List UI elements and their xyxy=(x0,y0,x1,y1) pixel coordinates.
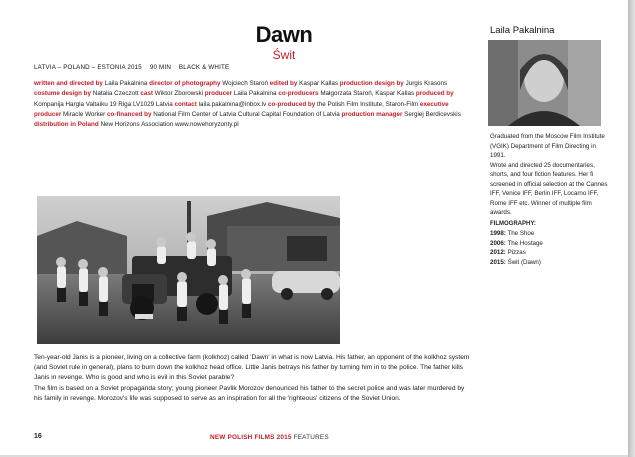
credit-value: Miracle Worker xyxy=(63,110,106,118)
film-original-title: Świt xyxy=(272,48,296,62)
director-portrait-photo xyxy=(488,40,601,126)
credit-value: National Film Center of Latvia Cultural Capital Foundation of Latvia xyxy=(153,110,340,118)
credit-role: produced by xyxy=(415,90,454,98)
credit-role: co-produced by xyxy=(268,100,316,108)
section-name: FEATURES xyxy=(293,434,329,441)
credit-value: New Horizons Association www.nowehoryzonty.pl xyxy=(100,121,239,129)
filmography-year: 1998: xyxy=(490,230,506,237)
credit-role: distribution in Poland xyxy=(34,121,99,129)
credit-role: production manager xyxy=(341,110,403,118)
film-still-photo xyxy=(37,196,340,344)
film-title: Dawn xyxy=(255,22,313,47)
filmography-heading: FILMOGRAPHY: xyxy=(490,220,536,227)
credit-role: director of photography xyxy=(149,80,221,87)
director-bio xyxy=(490,132,610,267)
credit-role: edited by xyxy=(269,80,298,87)
credit-value: Małgorzata Staroń, Kaspar Kallas xyxy=(320,90,415,98)
running-footer xyxy=(210,434,329,441)
credit-value: Laila Pakalnina xyxy=(104,80,148,87)
filmography-title: The Shoe xyxy=(507,230,535,237)
film-still-illustration xyxy=(37,196,340,344)
filmography-item xyxy=(490,229,610,239)
director-name: Laila Pakalnina xyxy=(490,25,555,36)
credit-value: Natalia Czeczott xyxy=(92,90,139,98)
credits-block xyxy=(34,79,470,130)
film-meta xyxy=(34,64,434,71)
publication-name: NEW POLISH FILMS 2015 xyxy=(210,434,292,441)
credit-value: Kaspar Kallas xyxy=(299,80,339,87)
credit-role: costume design by xyxy=(34,90,92,98)
credit-value: laila.pakalnina@inbox.lv xyxy=(198,100,267,108)
synopsis-paragraph: Ten-year-old Janis is a pioneer, living on a collective farm (kolkhoz) called 'Dawn' in what is now Latvia. His father, an opponent of the kolkhoz system (and Soviet rule in general), plans to burn down the kolkhoz head office. Little Janis betrays his father by turning him in to the police. The father kills Janis in revenge. Who is good and who is evil in this Soviet parable? xyxy=(34,354,470,382)
credit-role: contact xyxy=(174,100,197,108)
credit-role: producer xyxy=(204,90,233,98)
filmography-item xyxy=(490,248,610,258)
credit-role: cast xyxy=(140,90,154,98)
credit-role: written and directed by xyxy=(34,80,103,87)
synopsis-paragraph: The film is based on a Soviet propaganda story; young pioneer Pavlik Morozov denounced his father to the secret police and was later murdered by his family in revenge. Morozov's life was supposed to serve as an inspiration for all the 'righteous' citizens of the Soviet Union. xyxy=(34,384,465,402)
filmography-title: Świt (Dawn) xyxy=(507,258,541,266)
credit-value: Wojciech Staroń xyxy=(222,80,269,87)
filmography-title: Pizzas xyxy=(507,249,526,256)
credit-value: Jurgis Krasons xyxy=(405,80,448,87)
credit-value: Kompanija Hargla Valtaiku 19 Riga LV1029 Latvia xyxy=(34,100,173,108)
filmography-item xyxy=(490,258,610,268)
bio-paragraph: Graduated from the Moscow Film Institute (VGIK) Department of Film Directing in 1991. xyxy=(490,133,605,159)
credit-role: co-producers xyxy=(278,90,319,98)
director-portrait-illustration xyxy=(488,40,601,126)
filmography-year: 2012: xyxy=(490,249,506,256)
credit-value: the Polish Film Institute, Staron-Film xyxy=(317,100,419,108)
credit-value: Wiktor Zborowski xyxy=(154,90,204,98)
credit-value: Laila Pakalnina xyxy=(233,90,277,98)
synopsis xyxy=(34,353,474,404)
filmography-year: 2015: xyxy=(490,258,506,266)
meta-countries: LATVIA – POLAND – ESTONIA 2015 xyxy=(34,64,142,71)
credit-value: Sergiej Berdicevskis xyxy=(404,110,461,118)
filmography-year: 2006: xyxy=(490,239,506,247)
bio-paragraph: Wrote and directed 25 documentaries, shorts, and four fiction features. Her fi screened in official selection at the Cannes IFF, Venice IFF, Berlin IFF, Locarno IFF, Rome IFF etc. Winner of multiple film awards. xyxy=(490,161,608,216)
page-number: 16 xyxy=(34,433,42,440)
filmography-title: The Hostage xyxy=(507,239,543,247)
meta-format: BLACK & WHITE xyxy=(178,64,230,71)
meta-runtime: 90 MIN xyxy=(149,64,171,71)
credit-role: executive producer xyxy=(34,100,449,118)
credit-role: production design by xyxy=(339,80,404,87)
credit-role: co-financed by xyxy=(107,110,152,118)
page-edge-shadow xyxy=(628,0,635,457)
filmography-item xyxy=(490,239,610,249)
